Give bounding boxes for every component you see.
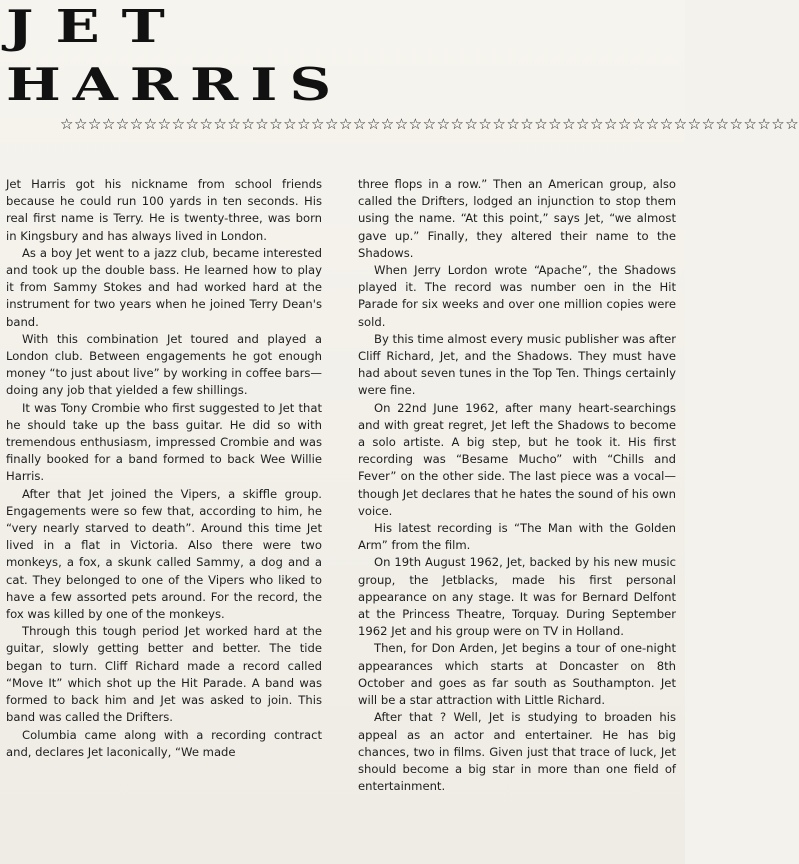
paragraph: Through this tough period Jet worked hard at the guitar, slowly getting better and better. The tide began to turn. Cliff Richard made a record called “Move It” which shot up the Hit Parade. A band was formed to back him and Jet was asked to join. This band was called the Drifters. — [6, 624, 322, 725]
paragraph: It was Tony Crombie who first suggested to Jet that he should take up the bass guitar. He did so with tremendous enthusiasm, impressed Crombie and was finally booked for a band formed to back Wee Willie Harris. — [6, 400, 322, 484]
paragraph: Jet Harris got his nickname from school friends because he could run 100 yards in ten seconds. His real first name is Terry. He is twenty-three, was born in Kingsbury and has always lived in London. — [6, 177, 322, 243]
paragraph: On 19th August 1962, Jet, backed by his new music group, the Jetblacks, made his first personal appearance on any stage. It was for Bernard Delfont at the Princess Theatre, Torquay. During September 1962 Jet and his group were on TV in Holland. — [358, 555, 676, 639]
paragraph: When Jerry Lordon wrote “Apache”, the Shadows played it. The record was number oen in the Hit Parade for six weeks and over one million copies were sold. — [358, 263, 676, 329]
star-divider: ☆☆☆☆☆☆☆☆☆☆☆☆☆☆☆☆☆☆☆☆☆☆☆☆☆☆☆☆☆☆☆☆☆☆☆☆☆☆☆☆☆☆☆☆☆☆☆☆☆☆☆☆☆ — [60, 115, 799, 133]
title-line-harris: HARRIS — [6, 58, 344, 112]
paragraph: three flops in a row.” Then an American group, also called the Drifters, lodged an injunction to stop them using the name. “At this point,” says Jet, “we almost gave up.” Finally, they altered their name to the Shadows. — [358, 177, 676, 260]
paragraph: Columbia came along with a recording contract and, declares Jet laconically, “We made — [6, 727, 322, 759]
paragraph: His latest recording is “The Man with the Golden Arm” from the film. — [358, 521, 676, 553]
article-column-right — [358, 176, 676, 795]
paragraph: Then, for Don Arden, Jet begins a tour of one-night appearances which starts at Doncaster on 8th October and goes as far south as Southampton. Jet will be a star attraction with Little Richard. — [358, 641, 676, 708]
paragraph: After that ? Well, Jet is studying to broaden his appeal as an actor and entertainer. He has big chances, two in films. Given just that trace of luck, Jet should become a big star in more than one field of entertainment. — [358, 710, 676, 794]
paragraph: After that Jet joined the Vipers, a skiffle group. Engagements were so few that, according to him, he “very nearly starved to death”. Around this time Jet lived in a flat in Victoria. Also there were two monkeys, a fox, a skunk called Sammy, a dog and a cat. They belonged to one of the Vipers who liked to have a few assorted pets around. For the record, the fox was killed by one of the monkeys. — [6, 486, 322, 622]
title-line-jet: JET — [6, 0, 187, 54]
paragraph: With this combination Jet toured and played a London club. Between engagements he got enough money “to just about live” by working in coffee bars—doing any job that yielded a few shillings. — [6, 331, 322, 398]
article-column-left — [6, 176, 322, 761]
paragraph: As a boy Jet went to a jazz club, became interested and took up the double bass. He learned how to play it from Sammy Stokes and had worked hard at the instrument for two years when he joined Terry Dean's band. — [6, 245, 322, 329]
paragraph: By this time almost every music publisher was after Cliff Richard, Jet, and the Shadows. They must have had about seven tunes in the Top Ten. Things certainly were fine. — [358, 331, 676, 398]
paragraph: On 22nd June 1962, after many heart-searchings and with great regret, Jet left the Shadows to become a solo artiste. A big step, but he took it. His first recording was “Besame Mucho” with “Chills and Fever” on the other side. The last piece was a vocal—though Jet declares that he hates the sound of his own voice. — [358, 400, 676, 518]
